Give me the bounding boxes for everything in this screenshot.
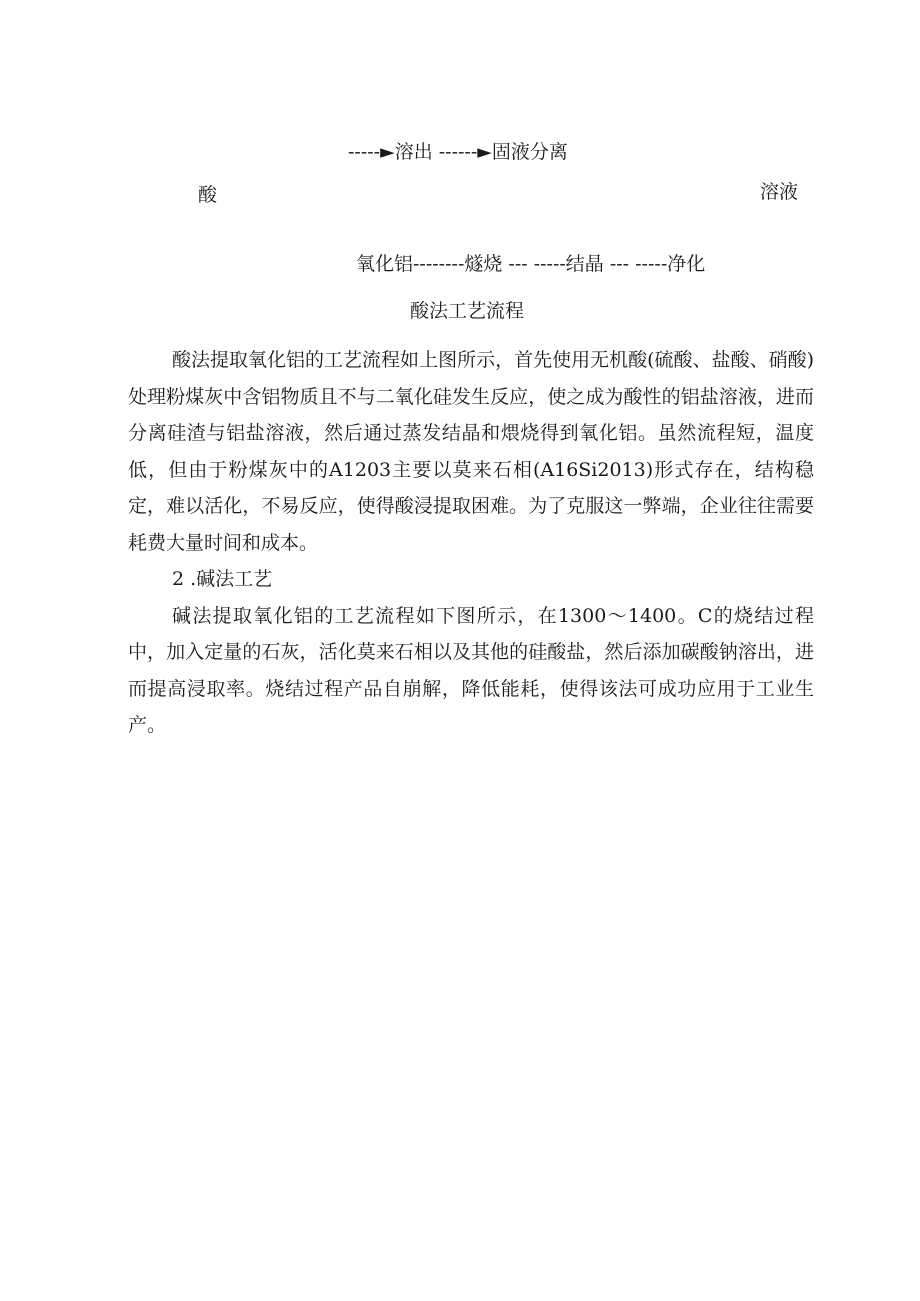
flow-label-acid: 酸 (198, 184, 218, 206)
flow-label-solution: 溶液 (760, 181, 799, 203)
paragraph-acid-process: 酸法提取氧化铝的工艺流程如上图所示，首先使用无机酸(硫酸、盐酸、硝酸)处理粉煤灰中含铝物质且不与二氧化硅发生反应，使之成为酸性的铝盐溶液，进而分离硅渣与铝盐溶液，然后通过蒸发结晶和煨烧得到氧化铝。虽然流程短，温度低，但由于粉煤灰中的A1203主要以莫来石相(A16Si2013)形式存在，结构稳定，难以活化，不易反应，使得酸浸提取困难。为了克服这一弊端，企业往往需要耗费大量时间和成本。 (128, 349, 814, 554)
paragraph-alkali-process: 碱法提取氧化铝的工艺流程如下图所示，在1300～1400。C的烧结过程中，加入定量的石灰，活化莫来石相以及其他的硅酸盐，然后添加碳酸钠溶出，进而提高浸取率。烧结过程产品自崩解，降低能耗，使得该法可成功应用于工业生产。 (128, 604, 814, 736)
flow-diagram-row-2: 氧化铝--------燧烧 --- -----结晶 --- -----净化 (356, 253, 706, 275)
figure-caption: 酸法工艺流程 (410, 300, 525, 322)
section-heading-alkali: 2 .碱法工艺 (172, 568, 273, 590)
body-text (128, 342, 814, 744)
flow-diagram-row-1: -----►溶出 ------►固液分离 (348, 141, 568, 163)
